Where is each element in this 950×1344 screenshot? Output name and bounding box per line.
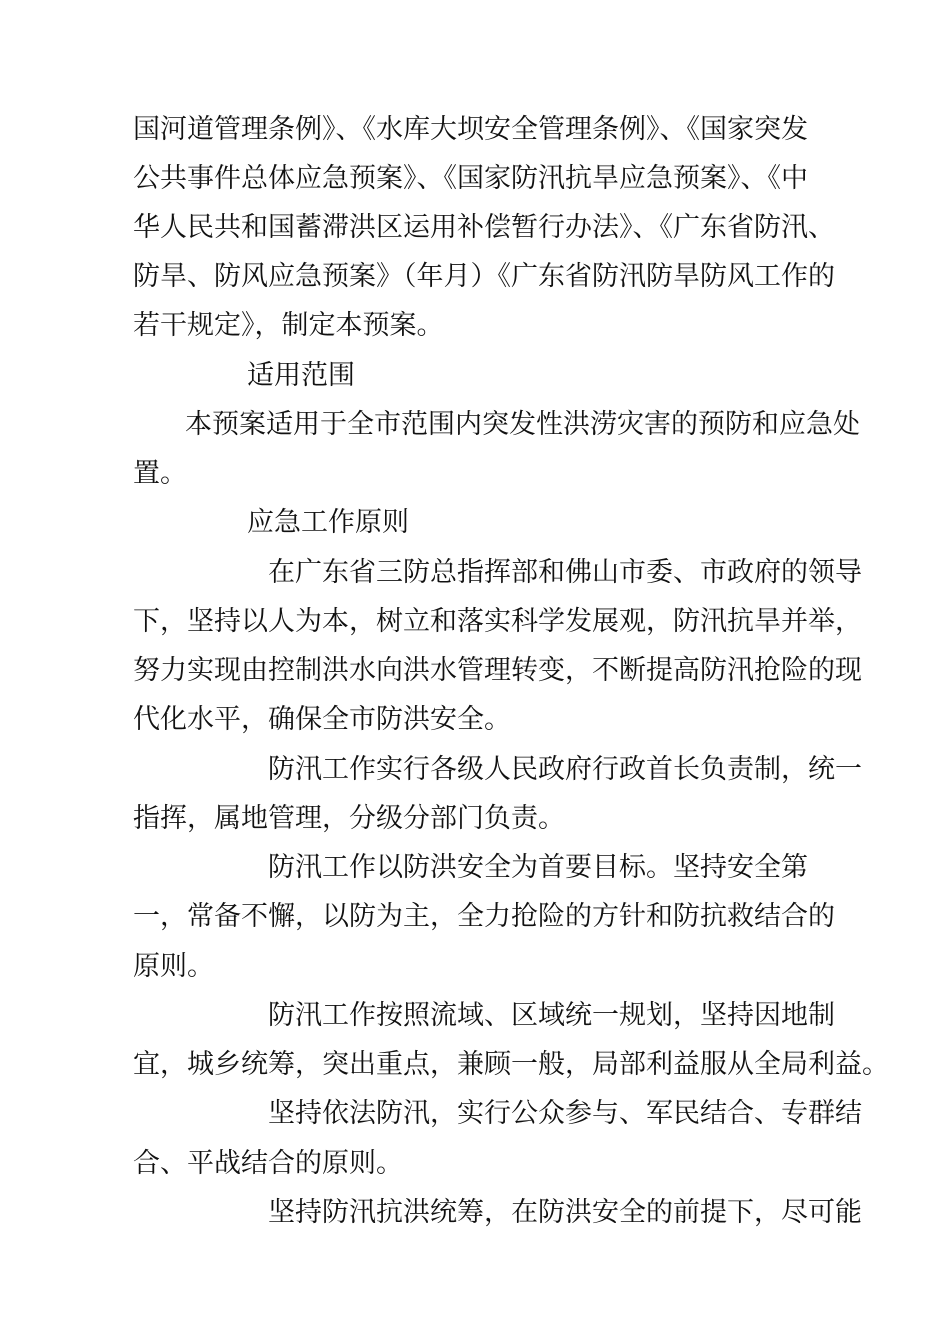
- text-line: 防汛工作按照流域、区域统一规划，坚持因地制: [268, 1000, 835, 1031]
- section-heading: 应急工作原则: [247, 507, 409, 538]
- text-line: 本预案适用于全市范围内突发性洪涝灾害的预防和应急处: [185, 409, 860, 440]
- text-line: 指挥，属地管理，分级分部门负责。: [133, 803, 565, 834]
- text-line: 在广东省三防总指挥部和佛山市委、市政府的领导: [268, 557, 862, 588]
- text-line: 防旱、防风应急预案》（年月）《广东省防汛防旱防风工作的: [133, 261, 835, 292]
- text-line: 防汛工作以防洪安全为首要目标。坚持安全第: [268, 852, 808, 883]
- text-line: 宜，城乡统筹，突出重点，兼顾一般，局部利益服从全局利益。: [133, 1049, 889, 1080]
- text-line: 若干规定》，制定本预案。: [133, 310, 444, 341]
- text-line: 下，坚持以人为本，树立和落实科学发展观，防汛抗旱并举，: [133, 606, 862, 637]
- text-line: 坚持依法防汛，实行公众参与、军民结合、专群结: [268, 1098, 862, 1129]
- text-line: 华人民共和国蓄滞洪区运用补偿暂行办法》、《广东省防汛、: [133, 212, 835, 243]
- text-line: 国河道管理条例》、《水库大坝安全管理条例》、《国家突发: [133, 114, 808, 145]
- text-line: 一，常备不懈，以防为主，全力抢险的方针和防抗救结合的: [133, 901, 835, 932]
- text-line: 坚持防汛抗洪统筹，在防洪安全的前提下，尽可能: [268, 1197, 862, 1228]
- text-line: 合、平战结合的原则。: [133, 1148, 403, 1179]
- text-line: 努力实现由控制洪水向洪水管理转变，不断提高防汛抢险的现: [133, 655, 862, 686]
- text-line: 公共事件总体应急预案》、《国家防汛抗旱应急预案》、《中: [133, 163, 808, 194]
- text-line: 原则。: [133, 951, 214, 982]
- text-line: 置。: [133, 458, 187, 489]
- text-line: 防汛工作实行各级人民政府行政首长负责制，统一: [268, 754, 862, 785]
- text-line: 代化水平，确保全市防洪安全。: [133, 704, 511, 735]
- section-heading: 适用范围: [247, 360, 355, 391]
